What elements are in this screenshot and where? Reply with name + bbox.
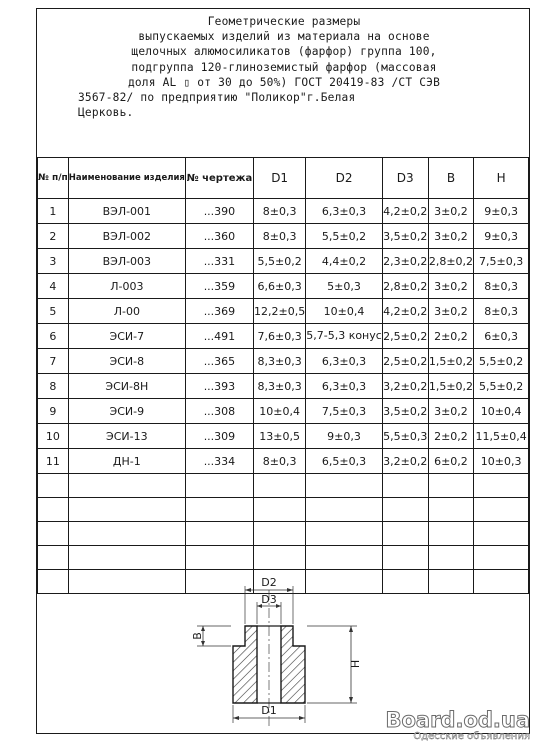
cell-drawing: ...369 xyxy=(185,299,253,324)
cell-name: Л-003 xyxy=(68,274,185,299)
cell-name: ДН-1 xyxy=(68,449,185,474)
empty-cell xyxy=(38,546,69,570)
cell-d1: 7,6±0,3 xyxy=(254,324,306,349)
empty-cell xyxy=(428,498,474,522)
cell-d2: 5±0,3 xyxy=(306,274,383,299)
cell-b: 3±0,2 xyxy=(428,224,474,249)
empty-cell xyxy=(382,474,428,498)
empty-cell xyxy=(254,522,306,546)
empty-cell xyxy=(68,474,185,498)
empty-cell xyxy=(68,546,185,570)
table-row xyxy=(38,324,529,349)
empty-row xyxy=(38,522,529,546)
empty-cell xyxy=(306,498,383,522)
empty-cell xyxy=(428,546,474,570)
table-row xyxy=(38,299,529,324)
table-row xyxy=(38,349,529,374)
cell-b: 1,5±0,2 xyxy=(428,349,474,374)
table-row xyxy=(38,399,529,424)
cell-no: 10 xyxy=(38,424,69,449)
table-row xyxy=(38,274,529,299)
dimensions-table xyxy=(37,157,529,594)
cell-d3: 5,5±0,3 xyxy=(382,424,428,449)
cell-name: ЭСИ-8 xyxy=(68,349,185,374)
empty-row xyxy=(38,546,529,570)
table-row xyxy=(38,199,529,224)
cell-name: ЭСИ-13 xyxy=(68,424,185,449)
cell-d2: 6,5±0,3 xyxy=(306,449,383,474)
cell-d3: 4,2±0,2 xyxy=(382,299,428,324)
title-line-1: Геометрические размеры xyxy=(207,15,361,28)
title-line-2: выпускаемых изделий из материала на основе xyxy=(138,30,430,44)
cell-drawing: ...360 xyxy=(185,224,253,249)
cell-name: Л-00 xyxy=(68,299,185,324)
cell-b: 6±0,2 xyxy=(428,449,474,474)
cell-d3: 3,2±0,2 xyxy=(382,449,428,474)
empty-cell xyxy=(68,498,185,522)
header-drawing: № чертежа xyxy=(185,158,253,199)
cell-name: ЭСИ-9 xyxy=(68,399,185,424)
title-line-7: Церковь. xyxy=(78,106,134,120)
cell-h: 11,5±0,4 xyxy=(474,424,529,449)
empty-cell xyxy=(68,522,185,546)
label-d1: D1 xyxy=(261,704,277,717)
watermark-main: Board.od.ua xyxy=(385,708,530,732)
cell-d3: 2,5±0,2 xyxy=(382,349,428,374)
cell-name: ВЭЛ-003 xyxy=(68,249,185,274)
empty-row xyxy=(38,474,529,498)
cell-d3: 3,5±0,2 xyxy=(382,399,428,424)
header-no: № п/п xyxy=(38,158,69,199)
empty-cell xyxy=(185,546,253,570)
table-header-row xyxy=(38,158,529,199)
cell-b: 2,8±0,2 xyxy=(428,249,474,274)
empty-cell xyxy=(254,498,306,522)
empty-cell xyxy=(306,522,383,546)
cell-d2: 6,3±0,3 xyxy=(306,199,383,224)
watermark-sub: Одесские объявления xyxy=(413,731,530,742)
title-line-3: щелочных алюмосиликатов (фарфор) группа 100, xyxy=(131,45,437,59)
title-line-5: доля AL ▯ от 30 до 50%) ГОСТ 20419-83 /СТ СЭВ xyxy=(127,75,441,89)
cell-d1: 5,5±0,2 xyxy=(254,249,306,274)
cell-d2: 9±0,3 xyxy=(306,424,383,449)
cell-no: 2 xyxy=(38,224,69,249)
cell-b: 3±0,2 xyxy=(428,399,474,424)
header-name: Наименование изделия xyxy=(68,158,185,199)
cell-drawing: ...334 xyxy=(185,449,253,474)
empty-cell xyxy=(306,546,383,570)
table-row xyxy=(38,424,529,449)
cell-d1: 13±0,5 xyxy=(254,424,306,449)
cell-d1: 8±0,3 xyxy=(254,224,306,249)
header-h: H xyxy=(474,158,529,199)
cell-drawing: ...308 xyxy=(185,399,253,424)
cell-d1: 8,3±0,3 xyxy=(254,349,306,374)
cell-b: 1,5±0,2 xyxy=(428,374,474,399)
cell-no: 8 xyxy=(38,374,69,399)
table-body xyxy=(38,199,529,594)
document-title xyxy=(40,14,528,120)
empty-cell xyxy=(185,474,253,498)
cell-d2: 10±0,4 xyxy=(306,299,383,324)
cell-drawing: ...491 xyxy=(185,324,253,349)
cell-h: 10±0,3 xyxy=(474,449,529,474)
cell-h: 9±0,3 xyxy=(474,224,529,249)
cell-d1: 8,3±0,3 xyxy=(254,374,306,399)
cell-no: 7 xyxy=(38,349,69,374)
watermark xyxy=(385,709,530,742)
cell-no: 1 xyxy=(38,199,69,224)
cell-name: ВЭЛ-001 xyxy=(68,199,185,224)
empty-cell xyxy=(382,522,428,546)
cell-d3: 2,3±0,2 xyxy=(382,249,428,274)
empty-row xyxy=(38,498,529,522)
empty-cell xyxy=(474,474,529,498)
cell-no: 3 xyxy=(38,249,69,274)
cell-h: 6±0,3 xyxy=(474,324,529,349)
left-section xyxy=(233,626,257,703)
cell-d1: 12,2±0,5 xyxy=(254,299,306,324)
empty-cell xyxy=(474,522,529,546)
header-d1: D1 xyxy=(254,158,306,199)
cell-b: 3±0,2 xyxy=(428,199,474,224)
empty-cell xyxy=(474,498,529,522)
cell-h: 9±0,3 xyxy=(474,199,529,224)
table-row xyxy=(38,374,529,399)
cell-d1: 10±0,4 xyxy=(254,399,306,424)
empty-cell xyxy=(382,498,428,522)
cell-d2: 6,3±0,3 xyxy=(306,374,383,399)
cell-drawing: ...365 xyxy=(185,349,253,374)
empty-cell xyxy=(254,474,306,498)
cell-h: 7,5±0,3 xyxy=(474,249,529,274)
cell-d2: 5,5±0,2 xyxy=(306,224,383,249)
empty-cell xyxy=(38,474,69,498)
empty-cell xyxy=(254,546,306,570)
empty-cell xyxy=(428,474,474,498)
cell-drawing: ...393 xyxy=(185,374,253,399)
empty-cell xyxy=(428,522,474,546)
cell-h: 10±0,4 xyxy=(474,399,529,424)
cell-d2: 6,3±0,3 xyxy=(306,349,383,374)
empty-cell xyxy=(185,498,253,522)
header-b: B xyxy=(428,158,474,199)
cell-h: 8±0,3 xyxy=(474,299,529,324)
label-h: H xyxy=(349,659,362,669)
table-row xyxy=(38,224,529,249)
cell-no: 4 xyxy=(38,274,69,299)
label-d2: D2 xyxy=(261,578,277,589)
cell-d1: 8±0,3 xyxy=(254,199,306,224)
cell-drawing: ...309 xyxy=(185,424,253,449)
cell-no: 6 xyxy=(38,324,69,349)
cell-b: 3±0,2 xyxy=(428,274,474,299)
empty-cell xyxy=(474,546,529,570)
empty-cell xyxy=(38,522,69,546)
right-section xyxy=(281,626,305,703)
cell-name: ВЭЛ-002 xyxy=(68,224,185,249)
cell-d3: 3,5±0,2 xyxy=(382,224,428,249)
empty-cell xyxy=(185,522,253,546)
cell-h: 8±0,3 xyxy=(474,274,529,299)
cell-d1: 6,6±0,3 xyxy=(254,274,306,299)
table-row xyxy=(38,449,529,474)
label-d3: D3 xyxy=(261,593,277,606)
cell-d3: 2,8±0,2 xyxy=(382,274,428,299)
cell-d3: 4,2±0,2 xyxy=(382,199,428,224)
cell-name: ЭСИ-7 xyxy=(68,324,185,349)
cell-d3: 3,2±0,2 xyxy=(382,374,428,399)
empty-cell xyxy=(38,498,69,522)
label-b: B xyxy=(191,632,204,640)
header-d3: D3 xyxy=(382,158,428,199)
cell-drawing: ...331 xyxy=(185,249,253,274)
cell-no: 9 xyxy=(38,399,69,424)
cell-b: 2±0,2 xyxy=(428,324,474,349)
cell-name: ЭСИ-8Н xyxy=(68,374,185,399)
cell-h: 5,5±0,2 xyxy=(474,349,529,374)
cell-b: 2±0,2 xyxy=(428,424,474,449)
cell-d1: 8±0,3 xyxy=(254,449,306,474)
cell-h: 5,5±0,2 xyxy=(474,374,529,399)
cell-d2: 7,5±0,3 xyxy=(306,399,383,424)
empty-cell xyxy=(306,474,383,498)
cell-d2: 4,4±0,2 xyxy=(306,249,383,274)
empty-cell xyxy=(382,546,428,570)
cell-no: 11 xyxy=(38,449,69,474)
cell-no: 5 xyxy=(38,299,69,324)
title-line-6: 3567-82/ по предприятию "Поликор"г.Белая xyxy=(78,91,356,105)
table-row xyxy=(38,249,529,274)
title-line-4: подгруппа 120-глиноземистый фарфор (массовая xyxy=(131,60,437,74)
cell-drawing: ...359 xyxy=(185,274,253,299)
cell-d2: 5,7-5,3 конус xyxy=(306,324,383,349)
cell-d3: 2,5±0,2 xyxy=(382,324,428,349)
cell-b: 3±0,2 xyxy=(428,299,474,324)
header-d2: D2 xyxy=(306,158,383,199)
cell-drawing: ...390 xyxy=(185,199,253,224)
